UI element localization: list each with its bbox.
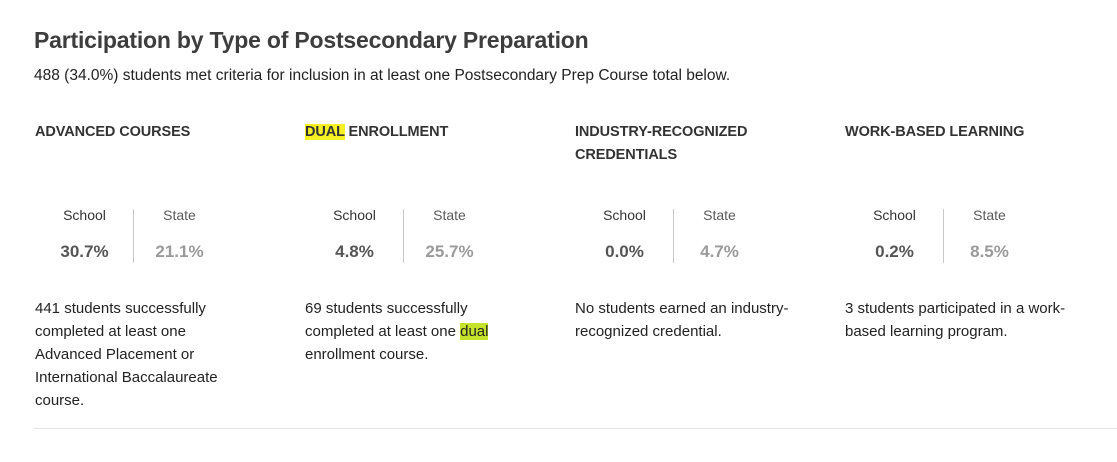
card-heading: INDUSTRY-RECOGNIZED CREDENTIALS bbox=[575, 124, 748, 163]
state-value: 21.1% bbox=[155, 242, 204, 261]
card-heading-rest: ENROLLMENT bbox=[344, 124, 449, 140]
description-text: 69 students successfully completed at least one bbox=[305, 300, 468, 340]
school-value: 4.8% bbox=[335, 242, 374, 261]
state-stat bbox=[672, 205, 767, 262]
school-label: School bbox=[603, 207, 646, 223]
section-divider bbox=[34, 428, 1117, 429]
section-summary: 488 (34.0%) students met criteria for inclusion in at least one Postsecondary Prep Course total below. bbox=[34, 67, 731, 84]
school-value: 0.0% bbox=[605, 242, 644, 261]
state-stat bbox=[942, 205, 1037, 262]
description-text: enrollment course. bbox=[305, 346, 429, 363]
card-heading: ADVANCED COURSES bbox=[35, 124, 191, 140]
section-title: Participation by Type of Postsecondary Preparation bbox=[34, 27, 589, 53]
state-label: State bbox=[163, 207, 196, 223]
card-work-based-learning bbox=[844, 0, 1094, 430]
school-value: 0.2% bbox=[875, 242, 914, 261]
state-label: State bbox=[973, 207, 1006, 223]
search-highlight-current: DUAL bbox=[305, 124, 345, 140]
school-stat bbox=[307, 205, 402, 262]
card-description: 3 students participated in a work-based learning program. bbox=[845, 300, 1066, 340]
postsecondary-participation-section bbox=[34, 0, 1117, 462]
state-label: State bbox=[433, 207, 466, 223]
card-heading: WORK-BASED LEARNING bbox=[845, 124, 1025, 140]
card-industry-credentials bbox=[574, 0, 824, 430]
state-value: 25.7% bbox=[425, 242, 474, 261]
card-dual-enrollment bbox=[304, 0, 554, 430]
state-value: 8.5% bbox=[970, 242, 1009, 261]
card-description: 441 students successfully completed at least one Advanced Placement or International Baccalaureate course. bbox=[35, 300, 218, 409]
school-label: School bbox=[63, 207, 106, 223]
card-description bbox=[305, 297, 520, 366]
school-stat bbox=[37, 205, 132, 262]
state-stat bbox=[402, 205, 497, 262]
card-heading bbox=[305, 121, 550, 144]
card-description: No students earned an industry-recognized credential. bbox=[575, 300, 789, 340]
school-value: 30.7% bbox=[60, 242, 109, 261]
search-highlight: dual bbox=[460, 323, 489, 340]
school-label: School bbox=[333, 207, 376, 223]
state-value: 4.7% bbox=[700, 242, 739, 261]
school-stat bbox=[847, 205, 942, 262]
card-advanced-courses bbox=[34, 0, 284, 430]
state-label: State bbox=[703, 207, 736, 223]
school-stat bbox=[577, 205, 672, 262]
school-label: School bbox=[873, 207, 916, 223]
state-stat bbox=[132, 205, 227, 262]
